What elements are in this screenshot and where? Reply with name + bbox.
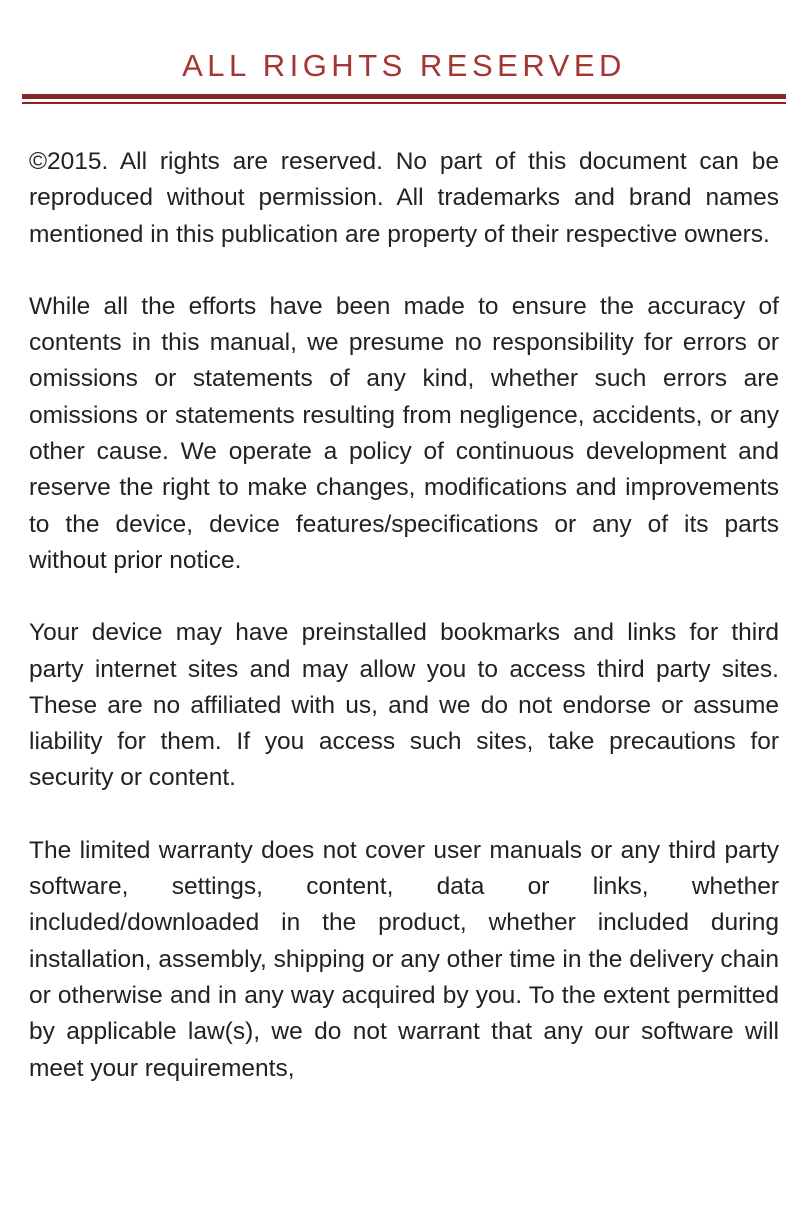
title-divider-thick [22, 94, 786, 99]
document-body [29, 144, 779, 1123]
paragraph-copyright: ©2015. All rights are reserved. No part of this document can be reproduced without permission. All trademarks and brand names mentioned in this publication are property of their respective owners. [29, 148, 779, 248]
paragraph-disclaimer: While all the efforts have been made to ensure the accuracy of contents in this manual, we presume no responsibility for errors or omissions or statements of any kind, whether such errors are omissions or statements resulting from negligence, accidents, or any other cause. We operate a policy of continuous development and reserve the right to make changes, modifications and improvements to the device, device features/specifications or any of its parts without prior notice. [29, 292, 779, 574]
title-divider-thin [22, 102, 786, 104]
paragraph-limited-warranty: The limited warranty does not cover user manuals or any third party software, settings, content, data or links, whether included/downloaded in the product, whether included during installation, assembly, shipping or any other time in the delivery chain or otherwise and in any way acquired by you. To the extent permitted by applicable law(s), we do not warrant that any our software will meet your requirements, [29, 836, 779, 1082]
page-title: ALL RIGHTS RESERVED [182, 48, 626, 83]
paragraph-third-party-sites: Your device may have preinstalled bookmarks and links for third party internet sites and may allow you to access third party sites. These are no affiliated with us, and we do not endorse or assume liability for them. If you access such sites, take precautions for security or content. [29, 619, 779, 792]
